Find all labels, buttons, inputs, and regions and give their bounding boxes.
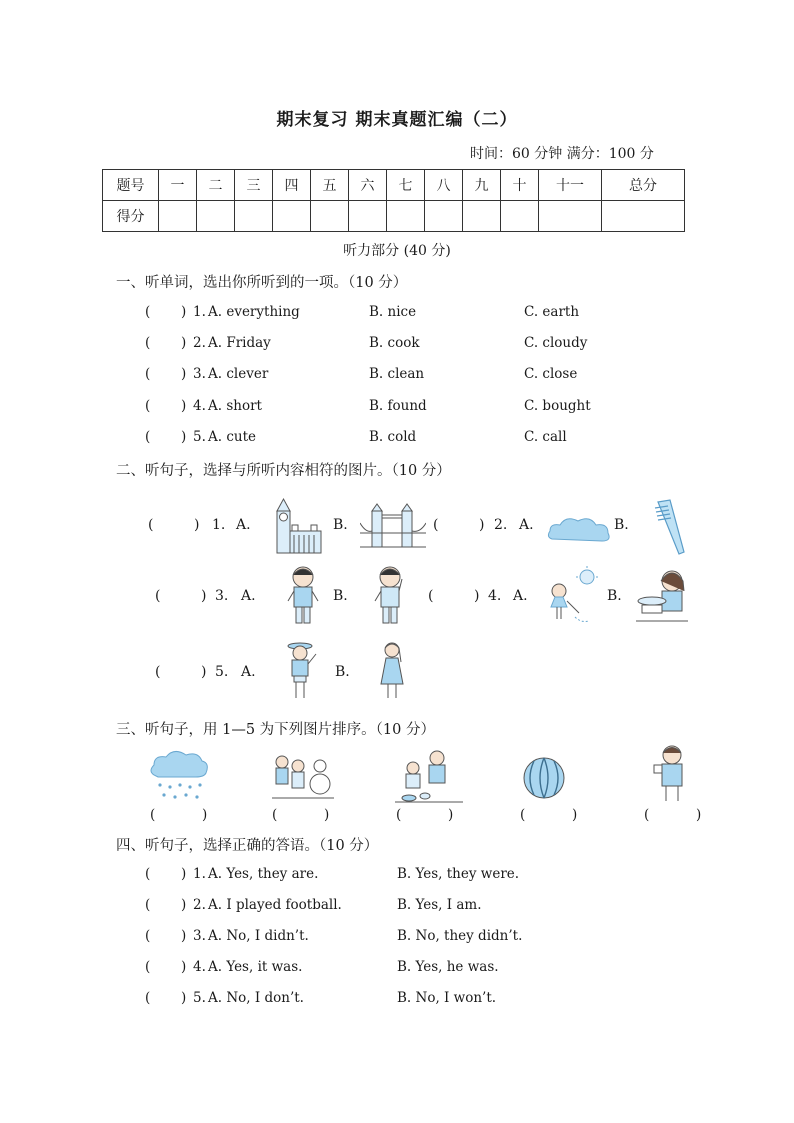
score-blank[interactable] <box>387 201 425 232</box>
s4-q3-num: 3. <box>193 928 206 944</box>
s2-q1-b[interactable]: B. <box>333 517 348 533</box>
score-cell: 五 <box>311 170 349 201</box>
s2-q5-paren[interactable]: ( ) <box>155 664 207 680</box>
s1-q4-paren[interactable]: ( ) <box>145 398 187 414</box>
s3-pic4-paren[interactable]: ( ) <box>520 807 578 823</box>
s1-q4-c[interactable]: C. bought <box>524 398 591 414</box>
score-label: 得分 <box>103 201 159 232</box>
score-blank[interactable] <box>539 201 602 232</box>
s1-q3-paren[interactable]: ( ) <box>145 366 187 382</box>
s2-q5-b[interactable]: B. <box>335 664 350 680</box>
s4-q3-b[interactable]: B. No, they didn’t. <box>397 928 523 944</box>
s2-q5-label: 5. <box>215 664 229 680</box>
s4-q2-paren[interactable]: ( ) <box>145 897 187 913</box>
s4-q2-a[interactable]: A. I played football. <box>208 897 342 913</box>
score-cell: 七 <box>387 170 425 201</box>
s4-q4-num: 4. <box>193 959 206 975</box>
s1-q3-a[interactable]: A. clever <box>208 366 269 382</box>
s2-q2-a[interactable]: A. <box>519 517 534 533</box>
score-table-header-row <box>103 170 685 201</box>
s1-q4-a[interactable]: A. short <box>208 398 262 414</box>
s1-q2-paren[interactable]: ( ) <box>145 335 187 351</box>
s1-q5-a[interactable]: A. cute <box>208 429 257 445</box>
snowman-icon <box>272 752 334 800</box>
s2-q4-label: 4. <box>488 588 502 604</box>
section2-title: 二、听句子，选择与所听内容相符的图片。（10 分） <box>116 463 451 479</box>
score-table <box>102 169 685 232</box>
s4-q1-num: 1. <box>193 866 206 882</box>
big-ben-icon <box>271 497 323 555</box>
s1-q5-b[interactable]: B. cold <box>369 429 417 445</box>
score-blank[interactable] <box>501 201 539 232</box>
s1-q3-b[interactable]: B. clean <box>369 366 425 382</box>
s1-q3-c[interactable]: C. close <box>524 366 578 382</box>
s4-q5-b[interactable]: B. No, I won’t. <box>397 990 497 1006</box>
section1-title: 一、听单词，选出你所听到的一项。（10 分） <box>116 275 408 291</box>
s2-q3-b[interactable]: B. <box>333 588 348 604</box>
s4-q1-b[interactable]: B. Yes, they were. <box>397 866 520 882</box>
s4-q4-a[interactable]: A. Yes, it was. <box>208 959 303 975</box>
s2-q3-a[interactable]: A. <box>241 588 256 604</box>
score-cell: 十一 <box>539 170 602 201</box>
girl-icon <box>284 640 320 702</box>
s1-q3-num: 3. <box>193 366 206 382</box>
score-cell: 一 <box>159 170 197 201</box>
score-cell: 四 <box>273 170 311 201</box>
s1-q2-c[interactable]: C. cloudy <box>524 335 588 351</box>
s1-q1-c[interactable]: C. earth <box>524 304 580 320</box>
score-blank[interactable] <box>235 201 273 232</box>
s2-q5-a[interactable]: A. <box>241 664 256 680</box>
s2-q4-paren[interactable]: ( ) <box>428 588 480 604</box>
s4-q1-a[interactable]: A. Yes, they are. <box>208 866 319 882</box>
s2-q3-paren[interactable]: ( ) <box>155 588 207 604</box>
s1-q5-num: 5. <box>193 429 206 445</box>
score-cell: 八 <box>425 170 463 201</box>
score-blank[interactable] <box>197 201 235 232</box>
rain-cloud-icon <box>148 747 210 805</box>
girl-icon <box>395 748 463 804</box>
s3-pic5-paren[interactable]: ( ) <box>644 807 702 823</box>
cloud-icon <box>546 513 612 545</box>
s4-q3-a[interactable]: A. No, I didn’t. <box>208 928 309 944</box>
s1-q5-c[interactable]: C. call <box>524 429 567 445</box>
s2-q1-label: 1. <box>212 517 226 533</box>
s2-q4-b[interactable]: B. <box>607 588 622 604</box>
s1-q4-b[interactable]: B. found <box>369 398 427 414</box>
score-blank[interactable] <box>349 201 387 232</box>
s4-q4-paren[interactable]: ( ) <box>145 959 187 975</box>
s4-q1-paren[interactable]: ( ) <box>145 866 187 882</box>
score-cell: 十 <box>501 170 539 201</box>
s4-q4-b[interactable]: B. Yes, he was. <box>397 959 499 975</box>
s2-q2-paren[interactable]: ( ) <box>433 517 485 533</box>
tower-bridge-icon <box>360 503 426 549</box>
s2-q4-a[interactable]: A. <box>513 588 528 604</box>
section3-title: 三、听句子，用 1—5 为下列图片排序。（10 分） <box>116 722 435 738</box>
boy-icon <box>372 565 408 627</box>
s1-q4-num: 4. <box>193 398 206 414</box>
s4-q5-num: 5. <box>193 990 206 1006</box>
score-table-score-row <box>103 201 685 232</box>
score-cell: 九 <box>463 170 501 201</box>
s2-q1-paren[interactable]: ( ) <box>148 517 200 533</box>
girl-icon <box>377 640 407 702</box>
score-cell: 题号 <box>103 170 159 201</box>
girl-icon <box>545 565 601 627</box>
page-title: 期末复习 期末真题汇编（二） <box>276 110 518 130</box>
s2-q1-a[interactable]: A. <box>236 517 251 533</box>
s3-pic2-paren[interactable]: ( ) <box>272 807 330 823</box>
boy-icon <box>285 565 321 627</box>
time-info: 时间：60 分钟 满分：100 分 <box>470 146 654 162</box>
girl-icon <box>634 565 690 627</box>
score-blank[interactable] <box>311 201 349 232</box>
s4-q3-paren[interactable]: ( ) <box>145 928 187 944</box>
girl-icon <box>650 743 692 805</box>
toothbrush-icon <box>652 498 690 556</box>
score-cell: 二 <box>197 170 235 201</box>
score-blank[interactable] <box>159 201 197 232</box>
s1-q2-a[interactable]: A. Friday <box>208 335 271 351</box>
s4-q2-num: 2. <box>193 897 206 913</box>
score-blank[interactable] <box>602 201 685 232</box>
s4-q5-a[interactable]: A. No, I don’t. <box>208 990 304 1006</box>
score-blank[interactable] <box>463 201 501 232</box>
listening-header: 听力部分 (40 分) <box>343 243 451 259</box>
s1-q1-num: 1. <box>193 304 206 320</box>
s2-q2-label: 2. <box>494 517 508 533</box>
s1-q2-num: 2. <box>193 335 206 351</box>
s1-q1-paren[interactable]: ( ) <box>145 304 187 320</box>
s2-q2-b[interactable]: B. <box>614 517 629 533</box>
score-blank[interactable] <box>273 201 311 232</box>
section4-title: 四、听句子，选择正确的答语。（10 分） <box>116 838 379 854</box>
s1-q5-paren[interactable]: ( ) <box>145 429 187 445</box>
score-cell: 六 <box>349 170 387 201</box>
s3-pic1-paren[interactable]: ( ) <box>150 807 208 823</box>
s4-q5-paren[interactable]: ( ) <box>145 990 187 1006</box>
score-cell: 总分 <box>602 170 685 201</box>
score-blank[interactable] <box>425 201 463 232</box>
score-cell: 三 <box>235 170 273 201</box>
watermelon-icon <box>522 756 566 800</box>
s1-q1-b[interactable]: B. nice <box>369 304 417 320</box>
s4-q2-b[interactable]: B. Yes, I am. <box>397 897 482 913</box>
s1-q2-b[interactable]: B. cook <box>369 335 420 351</box>
s2-q3-label: 3. <box>215 588 229 604</box>
s3-pic3-paren[interactable]: ( ) <box>396 807 454 823</box>
s1-q1-a[interactable]: A. everything <box>208 304 300 320</box>
